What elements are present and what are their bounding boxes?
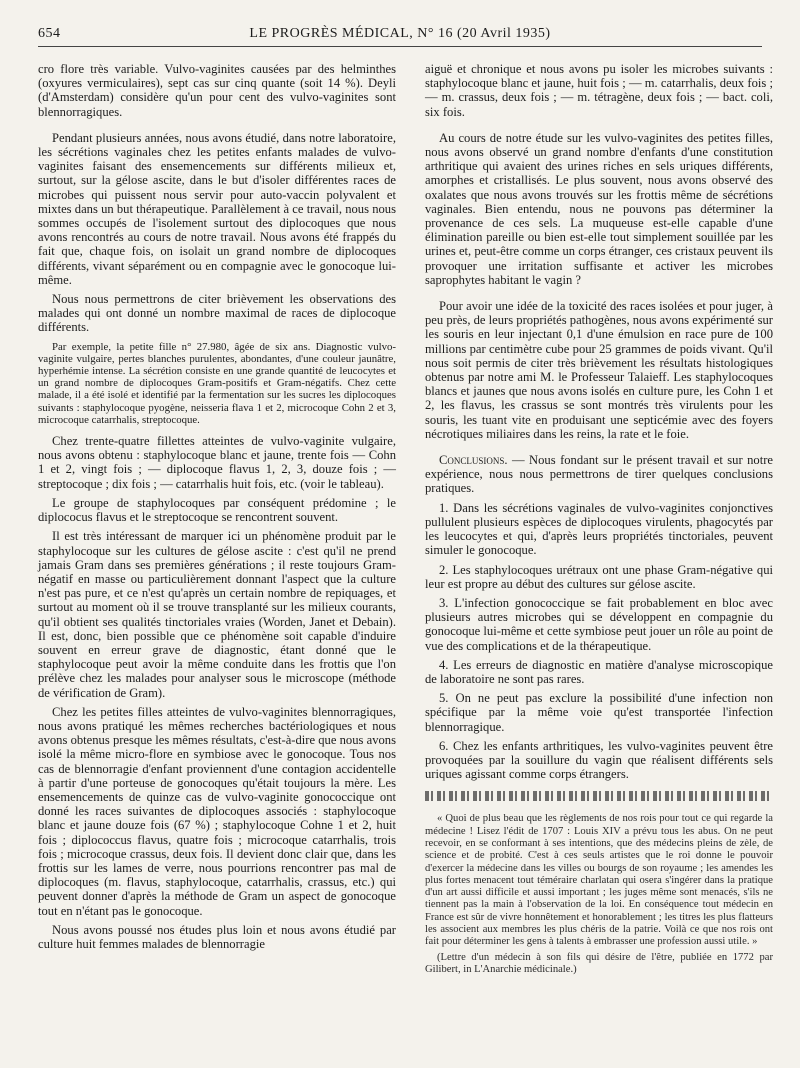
paragraph: Chez les petites filles atteintes de vulvo-vaginites blennorragiques, nous avons pratiqué les mêmes recherches bactériologiques et nous avons obtenus presque les mêmes résultats, c'est-à-dire que nous avons isolé la même micro-flore en symbiose avec le gonocoque. Tous nos cas de blennorragie d'enfant proviennent d'une contagion accidentelle à partir d'une porteuse de gonocoques qu'était toujours la mère. Les ensemencements de quinze cas de vulvo-vaginite gonococcique ont donné les races suivantes de diplocoques associés : staphylocoque blanc et jaune douze fois (67 %) ; staphylocoque Cohne 1 et 2, huit fois ; diplococcus flavus, quatre fois ; microcoque catarrhalis, trois fois ; microcoque crassus, deux fois. Il devient donc clair que, dans les frottis sur les lames de verre, nous pourrions rencontrer pas mal de diplocoques (m. flavus, staphylocoque, catarrhalis, crassus, etc.) qui peuvent donner d'après la méthode de Gram un aspect de gonocoque tout en n'étant pas le gonocoque. xyxy=(38,704,396,918)
paragraph: Il est très intéressant de marquer ici un phénomène produit par le staphylocoque sur les cultures de gélose ascite : c'est qu'il ne prend jamais Gram dans ses premières générations ; il reste toujours Gram-négatif en masse ou particulièrement donnant l'aspect que la culture n'est pas pure, et ce n'est qu'après un certain nombre de repiquages, et surtout au moment où il se trouve transplanté sur les milieux courants, qu'il obtient ses qualités tinctoriales vraies (Worden, Janet et Debain). Il est, donc, bien possible que ce phénomène soit capable d'induire souvent en erreur grave de diagnostic, étant donné que le staphylocoque peut avoir la même conduite dans les frottis que l'on prélève chez les malades pour analyser sous le microscope (méthode de vérification de Gram). xyxy=(38,529,396,700)
paragraph: Nous nous permettrons de citer brièvement les observations des malades qui ont donné un nombre maximal de races de diplocoque différents. xyxy=(38,292,396,335)
historical-quote xyxy=(425,813,773,976)
conclusion-item: 3. L'infection gonococcique se fait probablement en bloc avec plusieurs autres microbes qui se développent en compagnie du gonocoque lui-même et cette symbiose peut jouer un rôle au point de vue des complications et de la thérapeutique. xyxy=(425,595,773,653)
page-number: 654 xyxy=(38,26,61,41)
conclusion-item: 2. Les staphylocoques urétraux ont une phase Gram-négative qui leur est propre au début des cultures sur gélose ascite. xyxy=(425,562,773,591)
ornamental-divider xyxy=(425,791,773,801)
paragraph: aiguë et chronique et nous avons pu isoler les microbes suivants : staphylocoque blanc et jaune, huit fois ; — m. catarrhalis, deux fois ; — m. crassus, deux fois ; — m. tétragène, deux fois ; — bact. coli, six fois. xyxy=(425,62,773,119)
paragraph: cro flore très variable. Vulvo-vaginites causées par des helminthes (oxyures vermiculaires), sept cas sur cinq quante (soit 14 %). Deyli (d'Amsterdam) considère qu'un pour cent des vulvo-vaginites sont blennorragiques. xyxy=(38,62,396,119)
quote-source: (Lettre d'un médecin à son fils qui désire de l'être, publiée en 1772 par Gilibert, in L'Anarchie médicinale.) xyxy=(425,951,773,975)
conclusion-item: 1. Dans les sécrétions vaginales de vulvo-vaginites conjonctives pullulent plusieurs espèces de diplocoques virulents, phagocytés par les leucocytes et qui, d'après leurs propriétés tinctoriales, peuvent simuler le gonocoque. xyxy=(425,500,773,558)
conclusion-item: 6. Chez les enfants arthritiques, les vulvo-vaginites peuvent être provoquées par la souillure du vagin que réalisent différents sels uriques agissant comme corps étrangers. xyxy=(425,738,773,782)
conclusion-item: 4. Les erreurs de diagnostic en matière d'analyse microscopique de laboratoire ne sont pas rares. xyxy=(425,657,773,686)
left-column xyxy=(38,62,396,956)
paragraph: Pour avoir une idée de la toxicité des races isolées et pour juger, à peu près, de leurs propriétés pathogènes, nous avons expérimenté sur les souris en leur injectant 0,1 d'une émulsion en race pure de 100 millions par centimètre cube pour 25 grammes de poids vivant. Qu'il nous soit permis de citer très brièvement les résultats histologiques obtenus par notre ami M. le Professeur Talaieff. Les staphylocoques blancs et jaunes que nous avons isolés en culture pure, les Cohn 1 et 2, les flavus, les crassus se sont montrés très virulents pour les souris, les tuant vite en produisant une septicémie avec des foyers nécrotiques miliaires dans les reins, la rate et le foie. xyxy=(425,299,773,441)
page-header xyxy=(38,22,762,47)
paragraph: Au cours de notre étude sur les vulvo-vaginites des petites filles, nous avons observé un grand nombre d'enfants d'une constitution arthritique qui avaient des urines riches en sels uriques différents, amorphes et cristallisés. Le plus souvent, nous avons observé des oxalates que nous avons trouvés sur les frottis même de sécrétions vaginales. Bien entendu, nous ne pouvons pas déterminer la provenance de ces sels. La muqueuse est-elle capable d'une élimination pareille ou bien est-elle tout simplement souillée par les urines et, peut-être comme un corps étranger, ces cristaux peuvent ils provoquer une irritation suffisante et activer les microbes saprophytes habitant le vagin ? xyxy=(425,130,773,287)
case-note: Par exemple, la petite fille n° 27.980, âgée de six ans. Diagnostic vulvo-vaginite vulgaire, pertes blanches purulentes, abondantes, d'une couleur jaunâtre, hyperhémie intense. La sécrétion consiste en une grande quantité de leucocytes et un grand nombre de diplocoques Gram-positifs et Gram-négatifs. Chez cette malade, il a été isolé et identifié par la fermentation sur les sucres les diplocoques suivants : staphylocoque pyogène, neisseria flava 1 et 2, microcoque Cohn 2 et 3, microcoque catarrhalis, streptocoque. xyxy=(38,340,396,426)
running-title: LE PROGRÈS MÉDICAL, N° 16 (20 Avril 1935) xyxy=(249,26,551,41)
paragraph: Le groupe de staphylocoques par conséquent prédomine ; le diplococus flavus et le streptocoque se rencontrent souvent. xyxy=(38,495,396,525)
right-column xyxy=(425,62,773,979)
conclusions-paragraph xyxy=(425,453,773,496)
conclusions-intro: — Nous fondant sur le présent travail et sur notre expérience, nous nous permettrons de tirer quelques conclusions pratiques. xyxy=(425,453,773,496)
quote-text: « Quoi de plus beau que les règlements de nos rois pour tout ce qui regarde la médecine ! Lisez l'édit de 1707 : Louis XIV a prévu tous les abus. On ne peut recevoir, en se conformant à ses intentions, que des médecins pleins de zèle, de science et de probité. C'est à ces seuls artistes que le roi donne le pouvoir d'exercer la médecine dans les villes ou bourgs de son royaume ; les amendes les plus fortes menacent tout téméraire charlatan qui osera s'ingérer dans la pratique d'un art aussi difficile et aussi important ; les juges même sont menacés, s'ils ne tiennent pas la main à l'observation de la loi. En conséquence tout médecin en France est sûr de vivre honnêtement et honorablement ; les titres les plus flatteurs les associent aux membres les plus chéris de la patrie. Voilà ce que nos rois ont fait pour déterminer les gens à talents à embrasser une profession aussi utile. » xyxy=(425,813,773,948)
paragraph: Chez trente-quatre fillettes atteintes de vulvo-vaginite vulgaire, nous avons obtenu : staphylocoque blanc et jaune, trente fois — Cohn 1 et 2, vingt fois ; — diplocoque flavus 1, 2, 3, douze fois ; — streptocoque ; dix fois ; — catarrhalis huit fois, etc. (voir le tableau). xyxy=(38,434,396,491)
paragraph: Nous avons poussé nos études plus loin et nous avons étudié par culture huit femmes malades de blennorragie xyxy=(38,922,396,951)
conclusion-item: 5. On ne peut pas exclure la possibilité d'une infection non spécifique par la même voie qu'est transportée l'infection blennorragique. xyxy=(425,691,773,734)
paragraph: Pendant plusieurs années, nous avons étudié, dans notre laboratoire, les sécrétions vaginales chez les petites enfants malades de vulvo-vaginites faisant des ensemencements sur différents milieux et, surtout, sur la gélose ascite, dans le but d'isoler différentes races de microbes qui puissent nous servir pour auto-vaccin polyvalent et mixtes dans un but thérapeutique. Parallèlement à ce travail, nous nous sommes occupés de l'isolement surtout des diplocoques que nous avons rencontrés au cours de notre travail. Nous avons été frappés du fait que, chaque fois, on isolait un grand nombre de diplocoques différents, vivant séparément ou en compagnie avec le gonocoque lui-même. xyxy=(38,130,396,287)
conclusions-label: Conclusions. xyxy=(439,453,508,468)
